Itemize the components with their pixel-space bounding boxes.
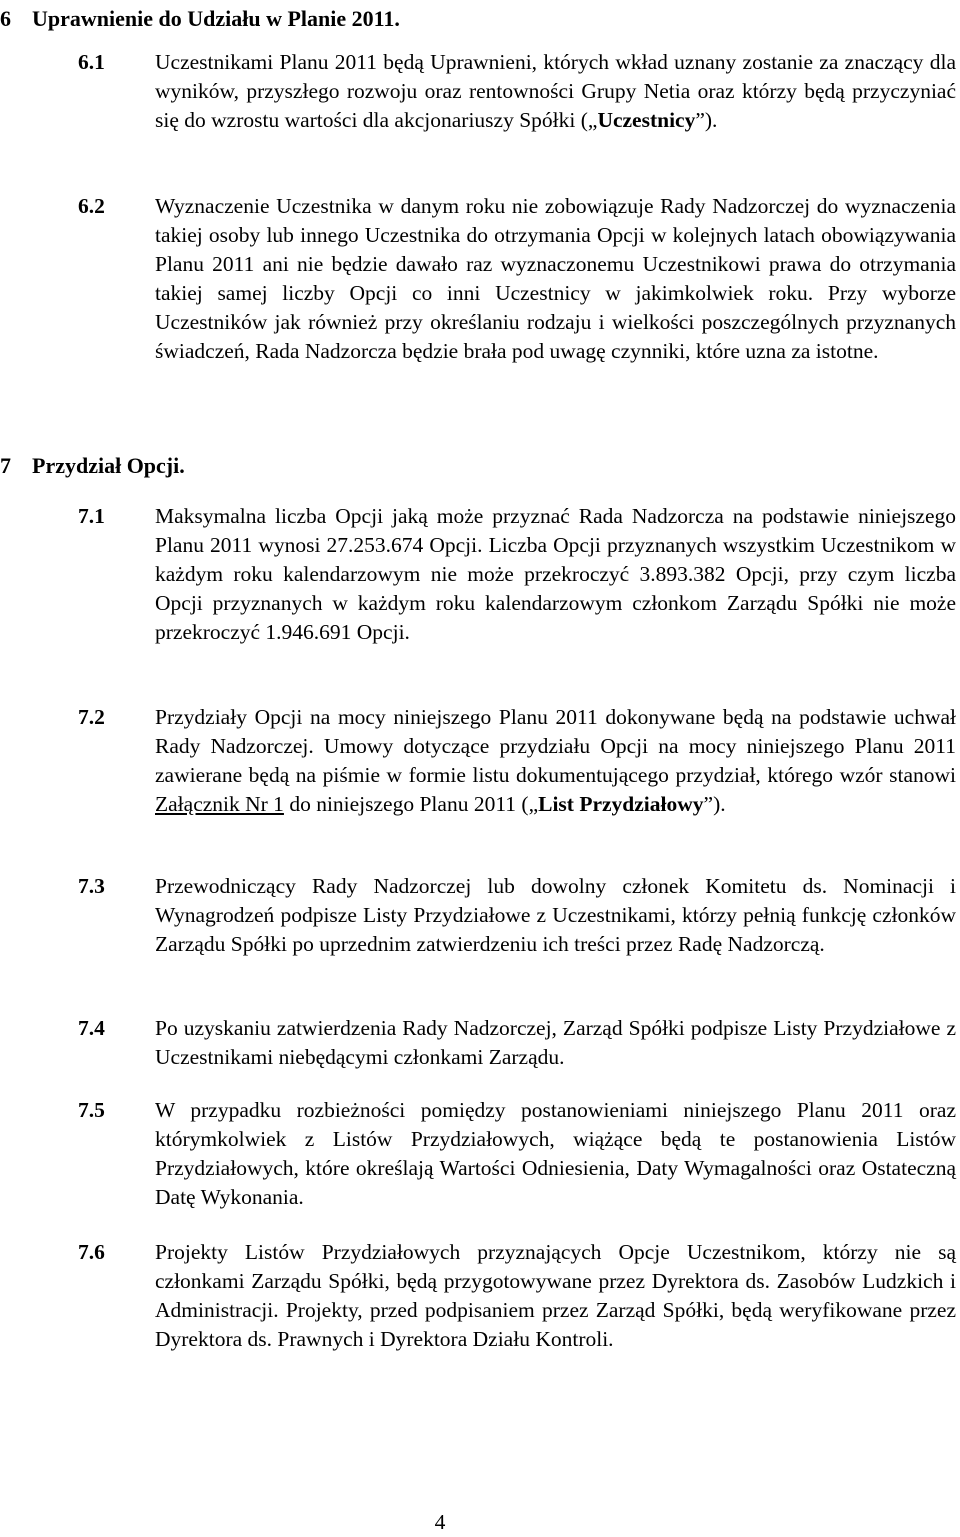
paragraph-7-6-body: Projekty Listów Przydziałowych przyznających Opcje Uczestnikom, którzy nie są członkami Zarządu Spółki, będą przygotowywane przez Dyrektora ds. Zasobów Ludzkich i Administracji. Projekty, przed podpisaniem przez Zarząd Spółki, będą weryfikowane przez Dyrektora ds. Prawnych i Dyrektora Działu Kontroli. bbox=[155, 1240, 956, 1351]
paragraph-7-6-number: 7.6 bbox=[78, 1240, 105, 1264]
paragraph-6-1-text-b: ”). bbox=[695, 108, 718, 132]
paragraph-7-3 bbox=[0, 872, 956, 959]
paragraph-7-2-body bbox=[155, 703, 956, 819]
paragraph-7-2 bbox=[0, 703, 956, 819]
paragraph-7-2-number: 7.2 bbox=[78, 705, 105, 729]
paragraph-7-5-body: W przypadku rozbieżności pomiędzy postanowieniami niniejszego Planu 2011 oraz którymkolwiek z Listów Przydziałowych, wiążące będą te postanowienia Listów Przydziałowych, które określają Wartości Odniesienia, Daty Wymagalności oraz Ostateczną Datę Wykonania. bbox=[155, 1098, 956, 1209]
paragraph-7-4 bbox=[0, 1014, 956, 1072]
paragraph-7-6 bbox=[0, 1238, 956, 1354]
section-6-number: 6 bbox=[0, 6, 11, 31]
paragraph-6-2-number: 6.2 bbox=[78, 194, 105, 218]
page-number: 4 bbox=[434, 1510, 446, 1534]
annex-reference: Załącznik Nr 1 bbox=[155, 792, 284, 816]
section-7-heading bbox=[0, 451, 185, 480]
paragraph-7-2-text-b: do niniejszego Planu 2011 („ bbox=[283, 792, 539, 816]
paragraph-7-3-body: Przewodniczący Rady Nadzorczej lub dowolny członek Komitetu ds. Nominacji i Wynagrodzeń podpisze Listy Przydziałowe z Uczestnikami, którzy pełnią funkcję członków Zarządu Spółki po uprzednim zatwierdzeniu ich treści przez Radę Nadzorczą. bbox=[155, 874, 956, 956]
paragraph-7-2-text-c: ”). bbox=[703, 792, 726, 816]
defined-term-list-przydzialowy: List Przydziałowy bbox=[538, 792, 704, 816]
paragraph-6-1-number: 6.1 bbox=[78, 50, 105, 74]
paragraph-7-4-number: 7.4 bbox=[78, 1016, 105, 1040]
defined-term-uczestnicy: Uczestnicy bbox=[597, 108, 696, 132]
section-6-title: Uprawnienie do Udziału w Planie 2011. bbox=[32, 6, 400, 31]
paragraph-6-1-body bbox=[155, 48, 956, 135]
paragraph-7-2-text-a: Przydziały Opcji na mocy niniejszego Planu 2011 dokonywane będą na podstawie uchwał Rady Nadzorczej. Umowy dotyczące przydziału Opcji na mocy niniejszego Planu 2011 zawierane będą na piśmie w formie listu dokumentującego przydział, którego wzór stanowi bbox=[155, 705, 956, 787]
paragraph-7-5-number: 7.5 bbox=[78, 1098, 105, 1122]
paragraph-7-1 bbox=[0, 502, 956, 647]
section-7-title: Przydział Opcji. bbox=[32, 453, 185, 478]
section-7-number: 7 bbox=[0, 453, 11, 478]
paragraph-7-5 bbox=[0, 1096, 956, 1212]
paragraph-7-3-number: 7.3 bbox=[78, 874, 105, 898]
paragraph-7-4-body: Po uzyskaniu zatwierdzenia Rady Nadzorczej, Zarząd Spółki podpisze Listy Przydziałowe z Uczestnikami niebędącymi członkami Zarządu. bbox=[155, 1016, 956, 1069]
section-6-heading bbox=[0, 4, 400, 33]
paragraph-7-1-number: 7.1 bbox=[78, 504, 105, 528]
paragraph-7-1-body: Maksymalna liczba Opcji jaką może przyznać Rada Nadzorcza na podstawie niniejszego Planu 2011 wynosi 27.253.674 Opcji. Liczba Opcji przyznanych wszystkim Uczestnikom w każdym roku kalendarzowym nie może przekroczyć 3.893.382 Opcji, przy czym liczba Opcji przyznanych w każdym roku kalendarzowym członkom Zarządu Spółki nie może przekroczyć 1.946.691 Opcji. bbox=[155, 504, 956, 644]
paragraph-6-2-body: Wyznaczenie Uczestnika w danym roku nie zobowiązuje Rady Nadzorczej do wyznaczenia takiej osoby lub innego Uczestnika do otrzymania Opcji w kolejnych latach obowiązywania Planu 2011 ani nie będzie dawało raz wyznaczonemu Uczestnikowi prawa do otrzymania takiej samej liczby Opcji co inni Uczestnicy w jakimkolwiek roku. Przy wyborze Uczestników jak również przy określaniu rodzaju i wielkości poszczególnych przyznanych świadczeń, Rada Nadzorcza będzie brała pod uwagę czynniki, które uzna za istotne. bbox=[155, 194, 956, 363]
paragraph-6-1-text-a: Uczestnikami Planu 2011 będą Uprawnieni, których wkład uznany zostanie za znaczący dla wyników, przyszłego rozwoju oraz rentowności Grupy Netia oraz którzy będą przyczyniać się do wzrostu wartości dla akcjonariuszy Spółki („ bbox=[155, 50, 956, 132]
paragraph-6-2 bbox=[0, 192, 956, 366]
paragraph-6-1 bbox=[0, 48, 956, 135]
